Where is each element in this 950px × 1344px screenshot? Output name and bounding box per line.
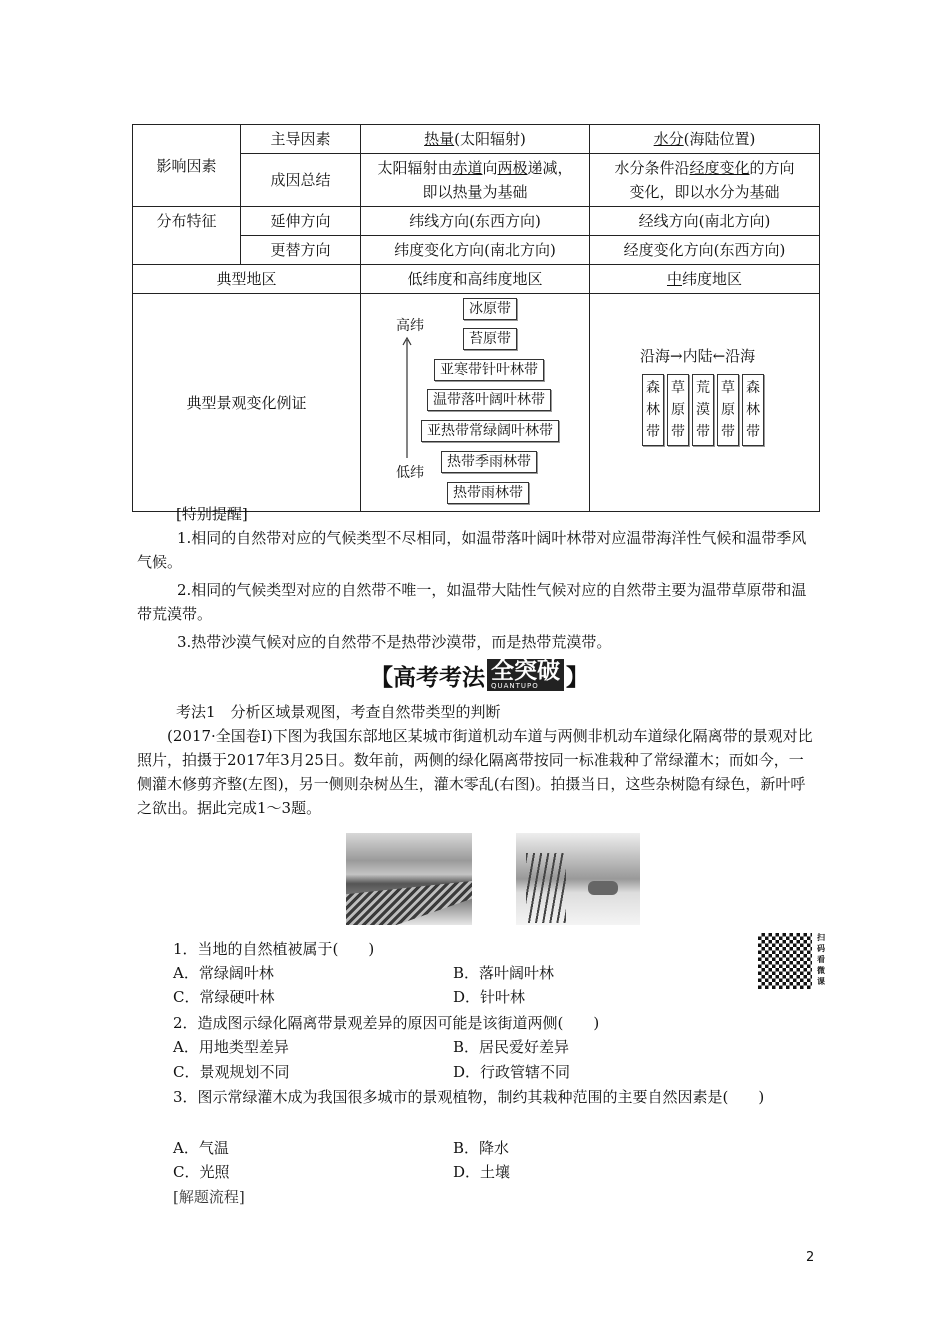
low-latitude-label: 低纬 (396, 465, 424, 481)
cell-label-region: 典型地区 (133, 265, 361, 294)
cell-label-example: 典型景观变化例证 (133, 294, 361, 512)
q2-option-d[interactable]: D．行政管辖不同 (453, 1063, 571, 1081)
q3-option-b[interactable]: B．降水 (453, 1139, 510, 1157)
tips-title: [特别提醒] (176, 505, 248, 523)
up-arrow-icon (401, 336, 413, 460)
belt-temperate-deciduous: 温带落叶阔叶林带 (427, 389, 551, 411)
qr-caption: 扫码看微课 (817, 932, 825, 986)
tip-item-2: 2.相同的气候类型对应的自然带不唯一，如温带大陆性气候对应的自然带主要为温带草原带和温带荒漠带。 (137, 581, 807, 623)
tip-item-1: 1.相同的自然带对应的气候类型不尽相同，如温带落叶阔叶林带对应温带海洋性气候和温带季风气候。 (137, 529, 807, 571)
cell-label-dominant: 主导因素 (241, 125, 361, 154)
question-1-stem: 1．当地的自然植被属于( ) (173, 940, 375, 958)
right-photo-shrubs (516, 833, 640, 925)
solution-flow-heading: [解题流程] (173, 1188, 245, 1206)
cell-replace-latitude: 纬度变化方向(南北方向) (361, 236, 590, 265)
q1-option-d[interactable]: D．针叶林 (453, 988, 526, 1006)
belt-taiga: 亚寒带针叶林带 (434, 359, 544, 381)
belt-tropical-monsoon: 热带季雨林带 (441, 451, 537, 473)
q3-option-d[interactable]: D．土壤 (453, 1163, 511, 1181)
q3-option-c[interactable]: C．光照 (173, 1163, 230, 1181)
q1-option-b[interactable]: B．落叶阔叶林 (453, 964, 555, 982)
q2-option-a[interactable]: A．用地类型差异 (173, 1038, 289, 1056)
col-steppe-right: 草原带 (717, 374, 739, 446)
belt-tundra: 苔原带 (463, 328, 517, 350)
col-desert: 荒漠带 (692, 374, 714, 446)
cell-region-longitude: 中纬度地区 (590, 265, 820, 294)
q1-option-c[interactable]: C．常绿硬叶林 (173, 988, 275, 1006)
q1-option-a[interactable]: A．常绿阔叶林 (173, 964, 274, 982)
col-forest-left: 森林带 (642, 374, 664, 446)
method-heading: 考法1 分析区域景观图，考查自然带类型的判断 (176, 703, 501, 721)
question-2-stem: 2．造成图示绿化隔离带景观差异的原因可能是该街道两侧( ) (173, 1014, 600, 1032)
banner-highlight: 全突破 QUANTUPO (487, 659, 564, 691)
q2-option-c[interactable]: C．景观规划不同 (173, 1063, 290, 1081)
cell-label-cause: 成因总结 (241, 154, 361, 207)
belt-subtropical-evergreen: 亚热带常绿阔叶林带 (421, 420, 559, 442)
cell-group-distribution: 分布特征 (133, 207, 241, 265)
cell-group-factors: 影响因素 (133, 125, 241, 207)
col-forest-right: 森林带 (742, 374, 764, 446)
natural-zone-table (132, 124, 820, 512)
banner-right: 】 (566, 664, 589, 691)
banner-left: 【高考考法 (370, 664, 485, 691)
coast-inland-title: 沿海→内陆←沿海 (640, 347, 756, 365)
left-photo-hedge (346, 833, 472, 925)
high-latitude-label: 高纬 (396, 318, 424, 334)
section-banner (370, 657, 589, 693)
cell-replace-longitude: 经度变化方向(东西方向) (590, 236, 820, 265)
page-number: 2 (806, 1250, 815, 1265)
q2-option-b[interactable]: B．居民爱好差异 (453, 1038, 570, 1056)
belt-tropical-rainforest: 热带雨林带 (447, 482, 529, 504)
cell-label-extend: 延伸方向 (241, 207, 361, 236)
cell-extend-latitude: 纬线方向(东西方向) (361, 207, 590, 236)
question-3-stem: 3．图示常绿灌木成为我国很多城市的景观植物，制约其栽种范围的主要自然因素是( ) (173, 1088, 765, 1106)
question-intro: (2017·全国卷Ⅰ)下图为我国东部地区某城市街道机动车道与两侧非机动车道绿化隔离带的景观对比照片，拍摄于2017年3月25日。数年前，两侧的绿化隔离带按同一标准栽种了常绿灌木；而如今，一侧灌木修剪齐整(左图)，另一侧则杂树丛生，灌木零乱(右图)。拍摄当日，这些杂树隐有绿色，新叶呼之欲出。据此完成1～3题。 (137, 727, 813, 817)
tip-item-3: 3.热带沙漠气候对应的自然带不是热带沙漠带，而是热带荒漠带。 (177, 633, 612, 651)
cell-cause-heat: 太阳辐射由赤道向两极递减， 即以热量为基础 (361, 154, 590, 207)
cell-water: 水分(海陆位置) (590, 125, 820, 154)
col-steppe-left: 草原带 (667, 374, 689, 446)
longitude-belt-diagram (590, 294, 820, 512)
cell-region-latitude: 低纬度和高纬度地区 (361, 265, 590, 294)
latitude-belt-diagram (361, 294, 590, 512)
cell-extend-longitude: 经线方向(南北方向) (590, 207, 820, 236)
cell-heat: 热量(太阳辐射) (361, 125, 590, 154)
belt-ice: 冰原带 (463, 298, 517, 320)
cell-label-replace: 更替方向 (241, 236, 361, 265)
cell-cause-water: 水分条件沿经度变化的方向 变化，即以水分为基础 (590, 154, 820, 207)
q3-option-a[interactable]: A．气温 (173, 1139, 229, 1157)
